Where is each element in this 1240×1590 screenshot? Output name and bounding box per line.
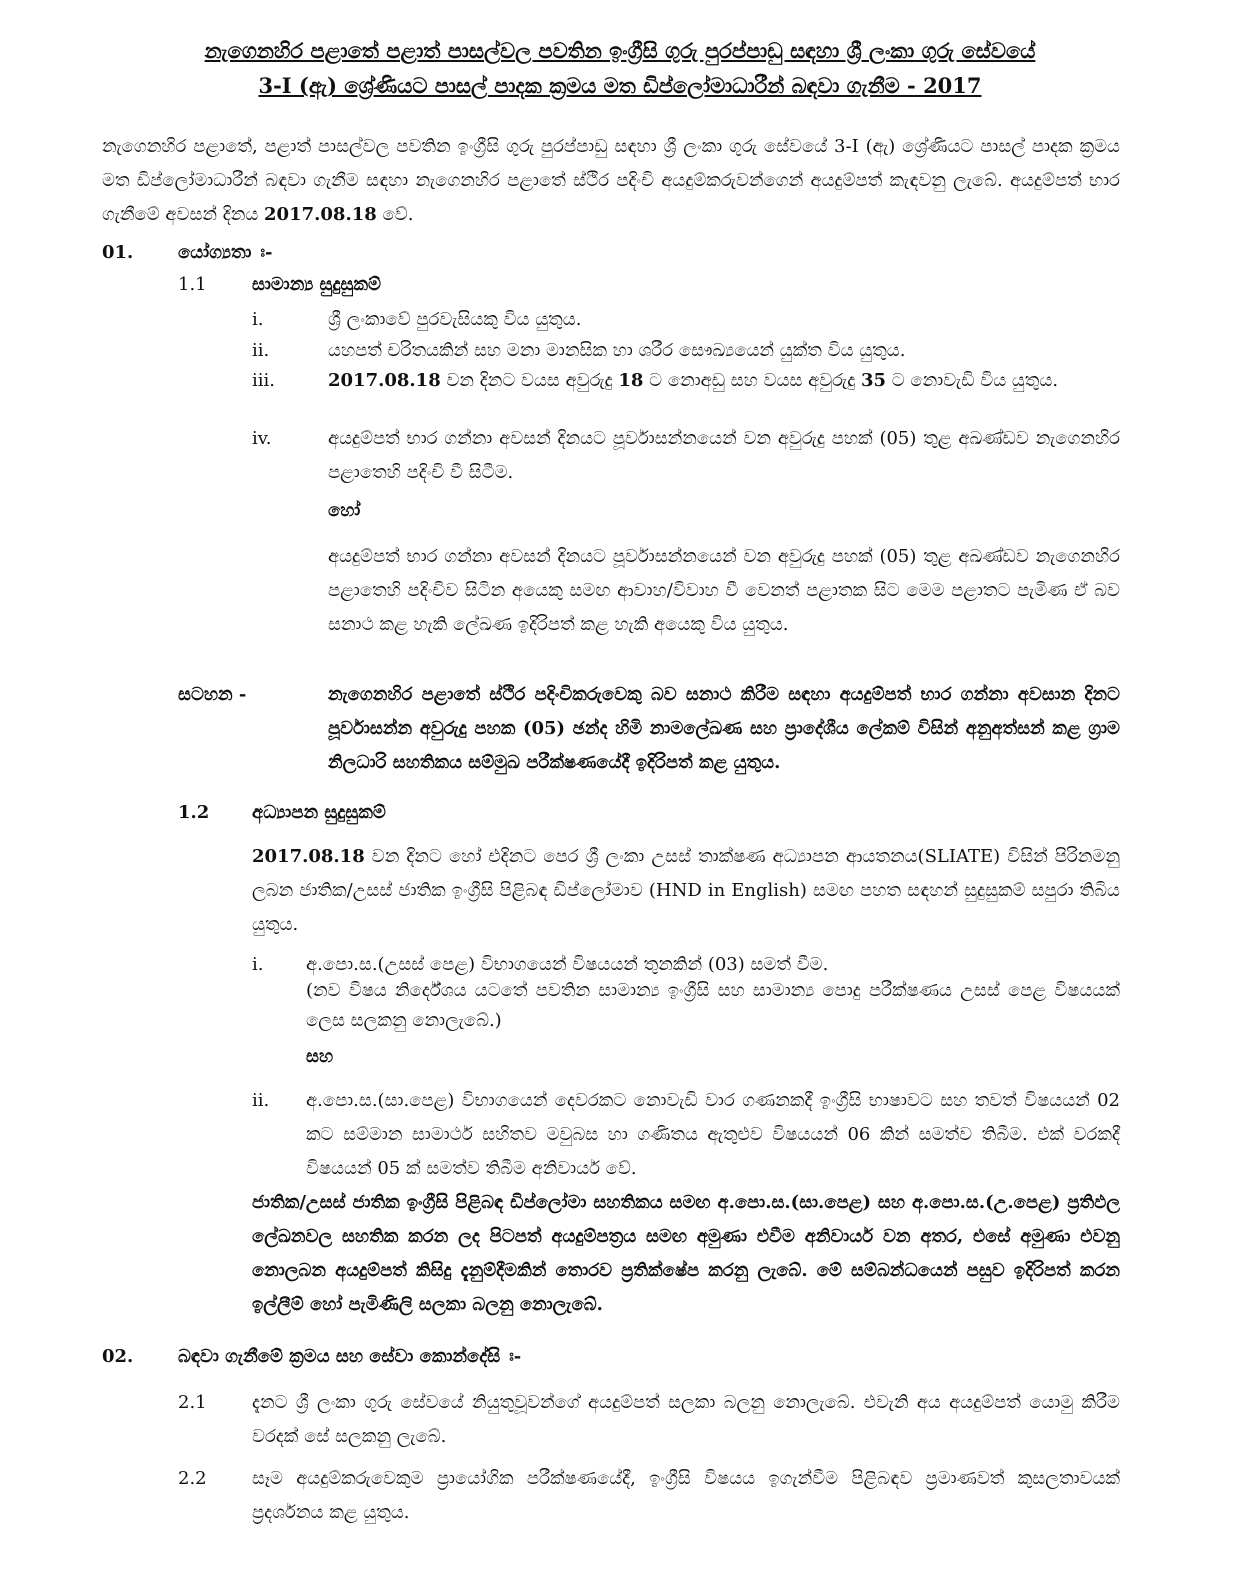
item-iv-number: iv. xyxy=(252,428,272,449)
edu-item-i-number: i. xyxy=(252,954,264,975)
item-i-number: i. xyxy=(252,309,264,330)
item-iii-number: iii. xyxy=(252,370,275,391)
section-1-2-heading: අධ්‍යාපන සුදුසුකම් xyxy=(252,802,386,823)
or-label: හෝ xyxy=(328,500,361,521)
section-2-1-number: 2.1 xyxy=(178,1392,207,1413)
item-ii-number: ii. xyxy=(252,340,270,361)
note-label: සටහන - xyxy=(178,684,247,705)
item-i-text: ශ්‍රී ලංකාවේ පුරවැසියකු විය යුතුය. xyxy=(328,309,582,330)
edu-item-ii-text: අ.පො.ස.(සා.පෙළ) විභාගයෙන් දෙවරකට නොවැඩි වාර ගණනකදී ඉංග්‍රීසි භාෂාවට සහ තවත් විෂයයන් 02 කට සම්මාන සාමාර්ථ සහිතව මවුබස හා ගණිතය ඇතුළුව විෂයයන් 06 කින් සමත්ව තිබීම. එක් වරකදී විෂයයන් 05 ක් සමත්ව තිබීම අනිවාර්ය වේ. xyxy=(306,1090,1120,1179)
intro-tail: වේ. xyxy=(382,204,414,225)
education-text: වන දිනට හෝ එදිනට පෙර ශ්‍රී ලංකා උසස් තාක්ෂණ අධ්‍යාපන ආයතනය(SLIATE) විසින් පිරිනමනු ලබන ජාතික/උසස් ජාතික ඉංග්‍රීසි පිළිබඳ ඩිප්ලෝමාව (HND in English) සමඟ පහත සඳහන් සුදුසුකම් සපුරා තිබිය යුතුය. xyxy=(252,846,1120,935)
education-paragraph xyxy=(252,840,1120,942)
edu-item-ii-number: ii. xyxy=(252,1090,270,1111)
age-reference-date: 2017.08.18 xyxy=(328,370,441,391)
section-01-number: 01. xyxy=(102,242,134,263)
item-iii-text-b: ට නොඅඩු සහ වයස අවුරුදු xyxy=(649,370,856,391)
max-age: 35 xyxy=(860,370,887,391)
min-age: 18 xyxy=(618,370,644,391)
intro-text: නැගෙනහිර පළාතේ, පළාත් පාසල්වල පවතින ඉංග්‍රීසි ගුරු පුරප්පාඩු සඳහා ශ්‍රී ලංකා ගුරු සේවයේ 3-I (ඇ) ශ්‍රේණියට පාසල් පාදක ක්‍රමය මත ඩිප්ලෝමාධාරීන් බඳවා ගැනීම සඳහා නැගෙනහිර පළාතේ ස්ථිර පදිංචි අයදුම්කරුවන්ගෙන් අයදුම්පත් කැඳවනු ලැබේ. අයදුම්පත් භාර ගැනීමේ අවසන් දිනය xyxy=(102,136,1120,225)
section-1-2-number: 1.2 xyxy=(178,802,210,823)
item-iii-text xyxy=(328,364,1120,398)
item-ii-text: යහපත් චරිතයකින් සහ මනා මානසික හා ශරීර සෞඛ්‍යයෙන් යුක්ත විය යුතුය. xyxy=(328,340,906,361)
note-text: නැගෙනහිර පළාතේ ස්ථිර පදිංචිකරුවෙකු බව සනාථ කිරීම සඳහා අයදුම්පත් භාර ගන්නා අවසාන දිනට පූර්වාසන්න අවුරුදු පහක (05) ඡන්ද හිමි නාමලේඛණ සහ ප්‍රාදේශීය ලේකම් විසින් අනුඅත්සන් කළ ග්‍රාම නිලධාරි සහතිකය සම්මුඛ පරීක්ෂණයේදී ඉදිරිපත් කළ යුතුය. xyxy=(328,684,1120,773)
edu-item-i-note: (නව විෂය නිර්දේශය යටතේ පවතින සාමාන්‍ය ඉංග්‍රීසි සහ සාමාන්‍ය පොදු පරීක්ෂණය උසස් පෙළ විෂයයක් ලෙස සලකනු නොලැබේ.) xyxy=(306,980,1120,1031)
section-2-2-number: 2.2 xyxy=(178,1468,207,1489)
section-2-1-text: දැනට ශ්‍රී ලංකා ගුරු සේවයේ නියුතුවූවන්ගේ අයදුම්පත් සලකා බලනු නොලැබේ. එවැනි අය අයදුම්පත් යොමු කිරීම වරදක් සේ සලකනු ලැබේ. xyxy=(252,1392,1120,1447)
page-title-line-2: 3-I (ඇ) ශ්‍රේණියට පාසල් පාදක ක්‍රමය මත ඩිප්ලෝමාධාරීන් බඳවා ගැනීම - 2017 xyxy=(258,73,982,98)
intro-paragraph xyxy=(102,130,1120,232)
section-02-number: 02. xyxy=(102,1346,134,1367)
education-date: 2017.08.18 xyxy=(252,846,365,867)
item-iii-text-c: ට නොවැඩි විය යුතුය. xyxy=(891,370,1059,391)
and-label: සහ xyxy=(306,1046,334,1067)
section-02-heading: බඳවා ගැනීමේ ක්‍රමය සහ සේවා කොන්දේසි ඃ- xyxy=(178,1346,522,1367)
section-1-1-number: 1.1 xyxy=(178,274,207,295)
or-paragraph: අයදුම්පත් භාර ගන්නා අවසන් දිනයට පූර්වාසන්නයෙන් වන අවුරුදු පහක් (05) තුළ අඛණ්ඩව නැගෙනහිර පළාතෙහි පදිංචිව සිටින අයෙකු සමඟ ආවාහ/විවාහ වී වෙනත් පළාතක සිට මෙම පළාතට පැමිණ ඒ බව සනාථ කළ හැකි ලේඛණ ඉදිරිපත් කළ හැකි අයෙකු විය යුතුය. xyxy=(328,546,1120,635)
page-title-line-1: නැගෙනහිර පළාතේ පළාත් පාසල්වල පවතින ඉංග්‍රීසි ගුරු පුරප්පාඩු සඳහා ශ්‍රී ලංකා ගුරු සේවයේ xyxy=(204,38,1036,63)
section-2-2-text: සෑම අයදුම්කරුවෙකුම ප්‍රායෝගික පරීක්ෂණයේදී, ඉංග්‍රීසි විෂයය ඉගැන්වීම පිළිබඳව ප්‍රමාණවත් කුසලතාවයක් ප්‍රදර්ශනය කළ යුතුය. xyxy=(252,1468,1120,1523)
edu-item-i-text: අ.පො.ස.(උසස් පෙළ) විභාගයෙන් විෂයයන් තුනකින් (03) සමත් වීම. xyxy=(306,954,829,975)
section-01-heading: යෝග්‍යතා ඃ- xyxy=(178,242,273,263)
item-iii-text-a: වන දිනට වයස අවුරුදු xyxy=(446,370,613,391)
section-1-1-heading: සාමාන්‍ය සුදුසුකම් xyxy=(252,274,381,295)
intro-closing-date: 2017.08.18 xyxy=(264,204,377,225)
attachment-requirement-note: ජාතික/උසස් ජාතික ඉංග්‍රීසි පිළිබඳ ඩිප්ලෝමා සහතිකය සමඟ අ.පො.ස.(සා.පෙළ) සහ අ.පො.ස.(උ.පෙළ) ප්‍රතිඵල ලේඛනවල සහතික කරන ලද පිටපත් අයදුම්පත්‍රය සමඟ අමුණා එවීම අනිවාර්ය වන අතර, එසේ අමුණා එවනු නොලබන අයදුම්පත් කිසිදු දැනුම්දීමකින් තොරව ප්‍රතික්ෂේප කරනු ලැබේ. මේ සම්බන්ධයෙන් පසුව ඉදිරිපත් කරන ඉල්ලීම් හෝ පැමිණිලි සලකා බලනු නොලැබේ. xyxy=(252,1192,1120,1315)
item-iv-text: අයදුම්පත් භාර ගන්නා අවසන් දිනයට පූර්වාසන්නයෙන් වන අවුරුදු පහක් (05) තුළ අඛණ්ඩව නැගෙනහිර පළාතෙහි පදිංචි වී සිටීම. xyxy=(328,428,1120,483)
